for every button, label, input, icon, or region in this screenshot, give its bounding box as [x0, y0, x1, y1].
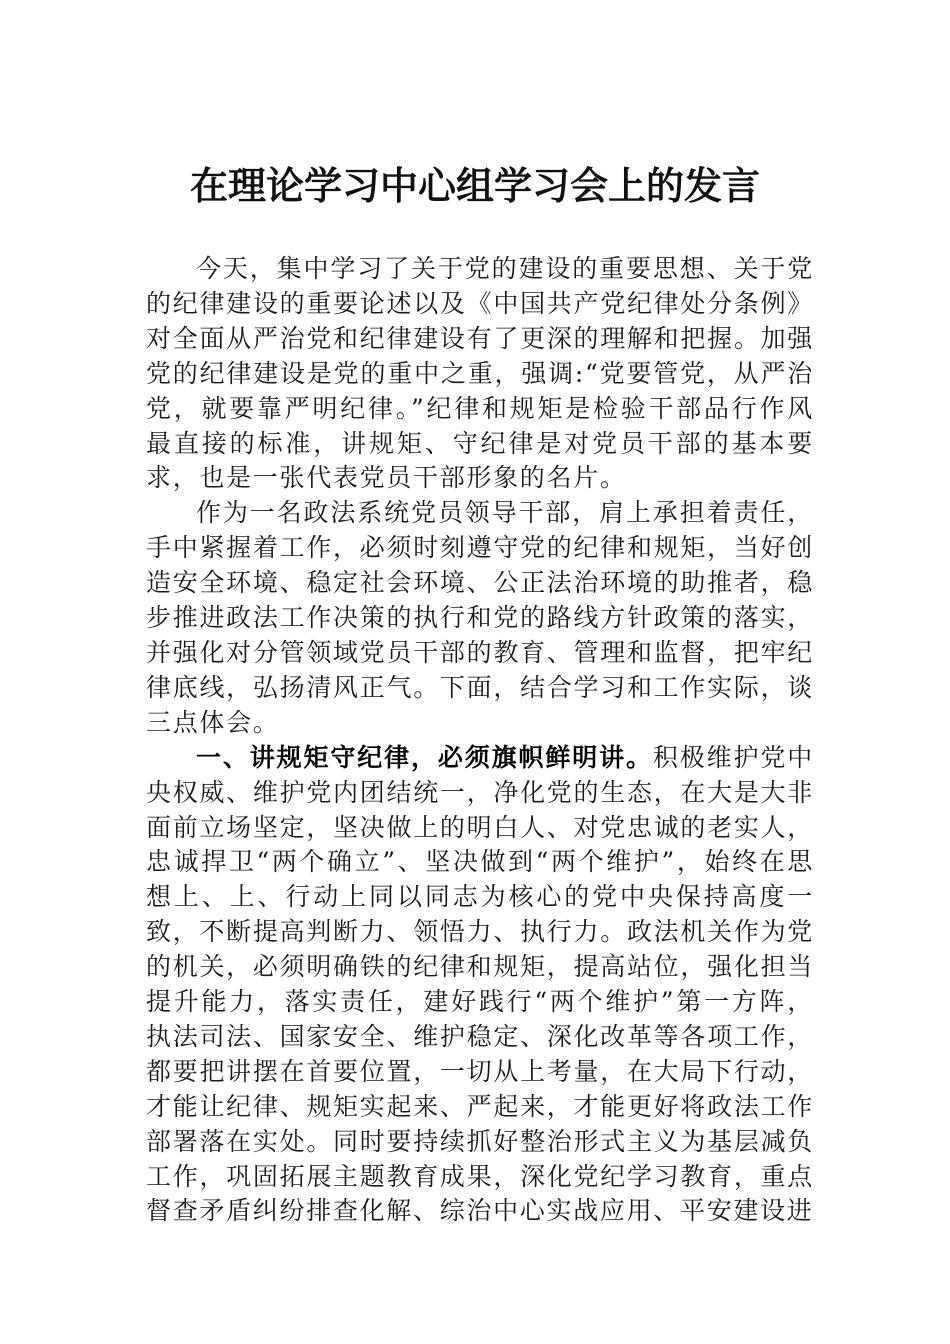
paragraph-role	[146, 496, 814, 740]
paragraph-point-one-text: 积极维护党中央权威、维护党内团结统一，净化党的生态，在大是大非面前立场坚定，坚决做上的明白人、对党忠诚的老实人，忠诚捍卫“两个确立”、坚决做到“两个维护”，始终在思想上、上、行动上同以同志为核心的党中央保持高度一致，不断提高判断力、领悟力、执行力。政法机关作为党的机关，必须明确铁的纪律和规矩，提高站位，强化担当提升能力，落实责任，建好践行“两个维护”第一方阵，执法司法、国家安全、维护稳定、深化改革等各项工作，都要把讲摆在首要位置，一切从上考量，在大局下行动，才能让纪律、规矩实起来、严起来，才能更好将政法工作部署落在实处。同时要持续抓好整治形式主义为基层减负工作，巩固拓展主题教育成果，深化党纪学习教育，重点督查矛盾纠纷排查化解、综治中心实战应用、平安建设进	[146, 742, 815, 1226]
point-one-heading: 一、讲规矩守纪律，必须旗帜鲜明讲。	[196, 742, 653, 772]
paragraph-intro-text: 今天，集中学习了关于党的建设的重要思想、关于党的纪律建设的重要论述以及《中国共产党纪律处分条例》对全面从严治党和纪律建设有了更深的理解和把握。加强党的纪律建设是党的重中之重，强调:“党要管党，从严治党，就要靠严明纪律。”纪律和规矩是检验干部品行作风最直接的标准，讲规矩、守纪律是对党员干部的基本要求，也是一张代表党员干部形象的名片。	[146, 254, 814, 493]
document-body	[146, 252, 814, 1229]
paragraph-point-one	[146, 741, 814, 1230]
document-title: 在理论学习中心组学习会上的发言	[189, 163, 760, 208]
paragraph-intro	[146, 252, 814, 496]
paragraph-role-text: 作为一名政法系统党员领导干部，肩上承担着责任，手中紧握着工作，必须时刻遵守党的纪律和规矩，当好创造安全环境、稳定社会环境、公正法治环境的助推者，稳步推进政法工作决策的执行和党的路线方针政策的落实，并强化对分管领域党员干部的教育、管理和监督，把牢纪律底线，弘扬清风正气。下面，结合学习和工作实际，谈三点体会。	[146, 498, 814, 737]
